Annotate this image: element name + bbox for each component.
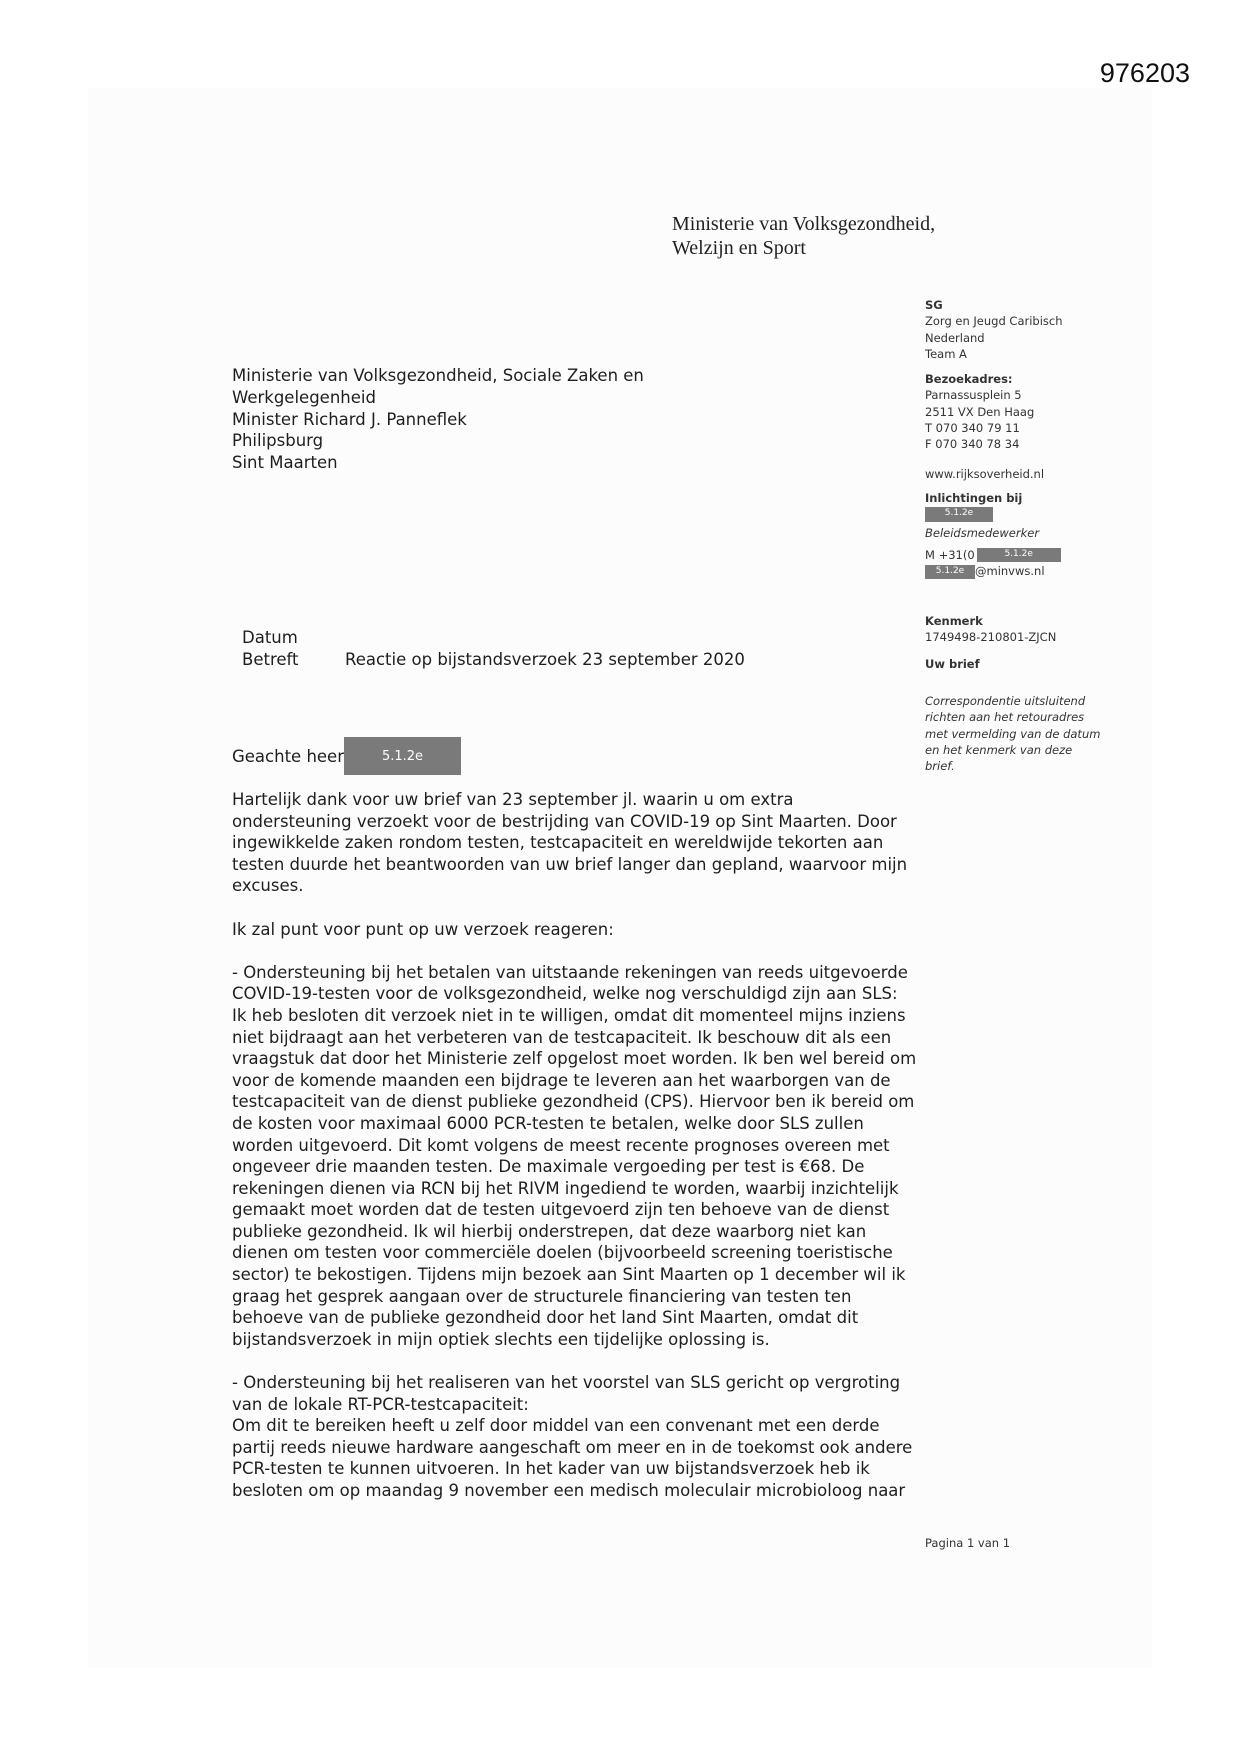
sidebar-note-line: Correspondentie uitsluitend <box>925 694 1086 708</box>
datum-label: Datum <box>242 628 298 647</box>
sidebar-visit-address <box>925 371 1140 452</box>
body-line: testen duurde het beantwoorden van uw brief langer dan gepland, waarvoor mijn <box>232 854 908 874</box>
body-line: Hartelijk dank voor uw brief van 23 september jl. waarin u om extra <box>232 790 794 809</box>
betreft-row <box>242 649 745 671</box>
body-line: besloten om op maandag 9 november een medisch moleculair microbioloog naar <box>232 1481 906 1500</box>
body-line: sector) te bekostigen. Tijdens mijn bezoek aan Sint Maarten op 1 december wil ik <box>232 1265 906 1285</box>
body-line: dienen om testen voor commerciële doelen (bijvoorbeeld screening toeristische <box>232 1243 893 1263</box>
addressee-line: Werkgelegenheid <box>232 387 376 407</box>
redaction-box: 5.1.2e <box>925 507 993 522</box>
sidebar-yourletter-title: Uw brief <box>925 656 980 671</box>
salutation-text: Geachte heer <box>232 746 344 766</box>
body-line: publieke gezondheid. Ik wil hierbij onderstrepen, dat deze waarborg niet kan <box>232 1221 867 1241</box>
sidebar-dept-line: Nederland <box>925 330 985 345</box>
body-line: van de lokale RT-PCR-testcapaciteit: <box>232 1394 529 1414</box>
body-line: behoeve van de publieke gezondheid door het land Sint Maarten, omdat dit <box>232 1308 859 1328</box>
body-line: PCR-testen te kunnen uitvoeren. In het kader van uw bijstandsverzoek heb ik <box>232 1459 870 1479</box>
addressee-block <box>232 365 644 474</box>
redaction-box: 5.1.2e <box>344 737 461 775</box>
paragraph <box>232 962 917 1351</box>
sidebar-reference <box>925 613 1140 672</box>
page-number: Pagina 1 van 1 <box>925 1536 1011 1550</box>
body-line: Ik heb besloten dit verzoek niet in te willigen, omdat dit momenteel mijns inziens <box>232 1005 906 1025</box>
sidebar-visit-line: 2511 VX Den Haag <box>925 404 1035 419</box>
datum-row <box>242 627 745 649</box>
body-line: COVID-19-testen voor de volksgezondheid, welke nog verschuldigd zijn aan SLS: <box>232 984 898 1004</box>
letter-meta <box>242 627 745 671</box>
body-line: excuses. <box>232 876 304 896</box>
sidebar-info-title: Inlichtingen bij <box>925 491 1023 505</box>
body-line: Ik zal punt voor punt op uw verzoek reageren: <box>232 919 614 939</box>
body-line: graag het gesprek aangaan over de structurele financiering van testen ten <box>232 1286 852 1306</box>
letter-body <box>232 789 917 1523</box>
sidebar-visit-line: T 070 340 79 11 <box>925 420 1020 435</box>
body-line: Om dit te bereiken heeft u zelf door middel van een convenant met een derde <box>232 1416 880 1436</box>
sidebar-website-link[interactable]: www.rijksoverheid.nl <box>925 467 1045 481</box>
body-line: ingewikkelde zaken rondom testen, testcapaciteit en wereldwijde tekorten aan <box>232 833 884 853</box>
body-line: testcapaciteit van de dienst publieke gezondheid (CPS). Hiervoor ben ik bereid om <box>232 1092 915 1112</box>
sidebar-visit-line: F 070 340 78 34 <box>925 437 1020 452</box>
sidebar-role: Beleidsmedewerker <box>925 525 1040 540</box>
sidebar-note-line: en het kenmerk van deze <box>925 742 1073 757</box>
sidebar-ref-title: Kenmerk <box>925 614 983 628</box>
body-line: voor de komende maanden een bijdrage te leveren aan het waarborgen van de <box>232 1070 891 1090</box>
sidebar-department <box>925 297 1140 362</box>
betreft-label: Betreft <box>242 649 299 669</box>
body-line: worden uitgevoerd. Dit komt volgens de meest recente prognoses overeen met <box>232 1135 890 1155</box>
betreft-value: Reactie op bijstandsverzoek 23 september 2020 <box>345 649 745 669</box>
sidebar-note <box>925 693 1140 774</box>
body-line: ondersteuning verzoekt voor de bestrijding van COVID-19 op Sint Maarten. Door <box>232 811 897 831</box>
addressee-line: Philipsburg <box>232 431 324 451</box>
sidebar-website <box>925 466 1140 482</box>
document-number: 976203 <box>1099 58 1190 88</box>
redaction-box: 5.1.2e <box>977 548 1061 562</box>
sidebar-dept-line: Zorg en Jeugd Caribisch <box>925 314 1063 329</box>
body-line: rekeningen dienen via RCN bij het RIVM ingediend te worden, waarbij inzichtelijk <box>232 1178 899 1198</box>
redaction-box: 5.1.2e <box>925 565 975 579</box>
sidebar-note-line: met vermelding van de datum <box>925 726 1101 741</box>
salutation <box>232 737 461 775</box>
body-line: ongeveer drie maanden testen. De maximale vergoeding per test is €68. De <box>232 1157 865 1177</box>
sidebar-contact <box>925 490 1140 579</box>
addressee-line: Sint Maarten <box>232 453 338 473</box>
sidebar-ref-value: 1749498-210801-ZJCN <box>925 630 1057 645</box>
sidebar-dept-title: SG <box>925 298 943 312</box>
sidebar-visit-title: Bezoekadres: <box>925 372 1013 386</box>
addressee-line: Ministerie van Volksgezondheid, Sociale Zaken en <box>232 366 644 385</box>
paragraph <box>232 919 912 941</box>
body-line: de kosten voor maximaal 6000 PCR-testen te betalen, welke door SLS zullen <box>232 1113 864 1133</box>
body-line: - Ondersteuning bij het realiseren van het voorstel van SLS gericht op vergroting <box>232 1373 901 1393</box>
sidebar-note-line: richten aan het retouradres <box>925 710 1085 725</box>
body-line: partij reeds nieuwe hardware aangeschaft om meer en in de toekomst ook andere <box>232 1437 913 1457</box>
body-line: niet bijdraagt aan het verbeteren van de testcapaciteit. Ik beschouw dit als een <box>232 1027 892 1047</box>
body-line: vraagstuk dat door het Ministerie zelf opgelost moet worden. Ik ben wel bereid om <box>232 1049 917 1069</box>
addressee-line: Minister Richard J. Panneflek <box>232 409 467 429</box>
ministry-line: Welzijn en Sport <box>672 237 806 259</box>
body-line: - Ondersteuning bij het betalen van uitstaande rekeningen van reeds uitgevoerde <box>232 962 908 982</box>
ministry-logo-text <box>672 212 935 260</box>
body-line: gemaakt moet worden dat de testen uitgevoerd zijn ten behoeve van de dienst <box>232 1200 890 1220</box>
sidebar-visit-line: Parnassusplein 5 <box>925 388 1022 403</box>
paragraph <box>232 789 912 897</box>
body-line: bijstandsverzoek in mijn optiek slechts een tijdelijke oplossing is. <box>232 1329 770 1349</box>
sidebar-note-line: brief. <box>925 759 955 774</box>
sidebar-phone-prefix: M +31(0 <box>925 547 975 562</box>
paragraph <box>232 1372 912 1502</box>
sidebar-dept-line: Team A <box>925 346 967 361</box>
sidebar-email-suffix: @minvws.nl <box>975 564 1045 579</box>
ministry-line: Ministerie van Volksgezondheid, <box>672 213 936 235</box>
